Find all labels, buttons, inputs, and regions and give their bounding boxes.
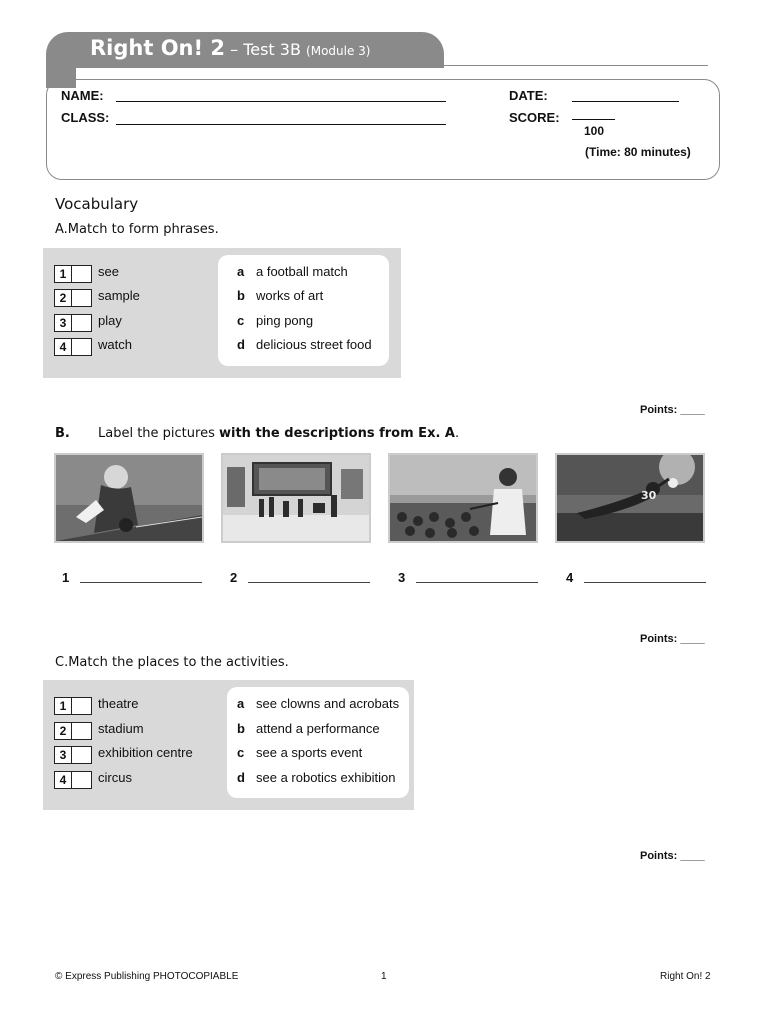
item-c4-text: circus [98, 770, 132, 785]
item-number: 1 [55, 698, 72, 714]
answer-box-a3[interactable] [54, 314, 92, 332]
football-match-photo [555, 453, 705, 543]
option-letter: b [237, 288, 245, 303]
picture-number: 4 [566, 570, 574, 585]
footer-page-number: 1 [381, 971, 387, 982]
picture-1-answer[interactable] [80, 582, 202, 583]
answer-box-c1[interactable] [54, 697, 92, 715]
option-letter: c [237, 313, 245, 328]
item-number: 2 [55, 290, 72, 306]
svg-text:30: 30 [641, 489, 657, 502]
item-a1-text: see [98, 264, 119, 279]
item-c3-text: exhibition centre [98, 745, 193, 760]
item-number: 3 [55, 315, 72, 331]
option-d-text: delicious street food [256, 337, 372, 352]
option-letter: d [237, 770, 245, 785]
date-field[interactable] [572, 101, 679, 102]
student-info-box [46, 79, 720, 180]
picture-number: 1 [62, 570, 70, 585]
title-sub: – Test 3B [225, 40, 301, 59]
score-label: SCORE: [509, 110, 560, 125]
instruction-b [98, 426, 459, 441]
points-c: Points: ____ [640, 850, 705, 862]
score-total: 100 [584, 124, 605, 138]
picture-4-answer[interactable] [584, 582, 706, 583]
picture-number: 2 [230, 570, 238, 585]
class-label: CLASS: [61, 110, 110, 125]
score-field[interactable] [572, 119, 615, 120]
title-module: (Module 3) [306, 44, 371, 58]
title-main: Right On! 2 [90, 36, 226, 60]
item-a4-text: watch [98, 337, 132, 352]
header-rule [444, 65, 708, 66]
item-number: 4 [55, 339, 72, 355]
art-gallery-photo [221, 453, 371, 543]
footer-book-title: Right On! 2 [660, 971, 711, 982]
picture-3-answer[interactable] [416, 582, 538, 583]
option-letter: b [237, 721, 245, 736]
name-label: NAME: [61, 88, 104, 103]
points-a: Points: ____ [640, 404, 705, 416]
option-c-text: ping pong [256, 313, 314, 328]
name-field[interactable] [116, 101, 446, 102]
item-number: 1 [55, 266, 72, 282]
option-b-text: attend a performance [256, 721, 380, 736]
instruction-c: C.Match the places to the activities. [55, 655, 289, 670]
picture-number: 3 [398, 570, 406, 585]
answer-box-a4[interactable] [54, 338, 92, 356]
option-letter: a [237, 696, 245, 711]
answer-box-c4[interactable] [54, 771, 92, 789]
answer-box-a2[interactable] [54, 289, 92, 307]
item-number: 3 [55, 747, 72, 763]
option-letter: c [237, 745, 245, 760]
points-b: Points: ____ [640, 633, 705, 645]
class-field[interactable] [116, 124, 446, 125]
answer-box-c3[interactable] [54, 746, 92, 764]
picture-2-answer[interactable] [248, 582, 370, 583]
option-letter: d [237, 337, 245, 352]
option-c-text: see a sports event [256, 745, 363, 760]
option-letter: a [237, 264, 245, 279]
answer-box-c2[interactable] [54, 722, 92, 740]
instruction-b-bold: with the descriptions from Ex. A [218, 426, 455, 441]
answer-box-a1[interactable] [54, 265, 92, 283]
time-note: (Time: 80 minutes) [585, 145, 691, 159]
option-d-text: see a robotics exhibition [256, 770, 396, 785]
item-c2-text: stadium [98, 721, 144, 736]
section-b-label: B. [55, 426, 70, 441]
section-title-vocabulary: Vocabulary [55, 195, 139, 213]
date-label: DATE: [509, 88, 548, 103]
test-title [90, 36, 370, 60]
ping-pong-photo [54, 453, 204, 543]
option-a-text: a football match [256, 264, 348, 279]
footer-copyright: © Express Publishing PHOTOCOPIABLE [55, 971, 239, 982]
item-a2-text: sample [98, 288, 140, 303]
option-a-text: see clowns and acrobats [256, 696, 400, 711]
instruction-a: A.Match to form phrases. [55, 222, 219, 237]
item-a3-text: play [98, 313, 122, 328]
instruction-b-end: . [454, 426, 460, 441]
instruction-b-plain: Label the pictures [98, 426, 219, 441]
option-b-text: works of art [256, 288, 324, 303]
street-food-photo [388, 453, 538, 543]
item-number: 2 [55, 723, 72, 739]
item-c1-text: theatre [98, 696, 139, 711]
item-number: 4 [55, 772, 72, 788]
